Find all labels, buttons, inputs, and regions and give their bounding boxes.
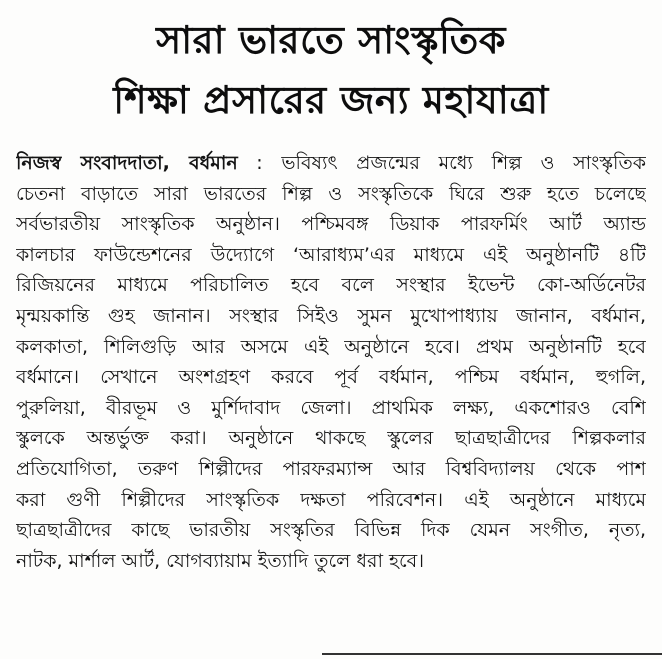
article-line-1 [16, 148, 646, 179]
article-line: মৃন্ময়কান্তি গুহ জানান। সংস্থার সিইও সুমন মুখোপাধ্যায় জানান, বর্ধমান, [16, 304, 646, 327]
article-line: স্কুলকে অন্তর্ভুক্ত করা। অনুষ্ঠানে থাকছে স্কুলের ছাত্রছাত্রীদের শিল্পকলার [16, 427, 646, 450]
article-line: পুরুলিয়া, বীরভূম ও মুর্শিদাবাদ জেলা। প্রাথমিক লক্ষ্য, একশোরও বেশি [16, 396, 646, 419]
byline: নিজস্ব সংবাদদাতা, বর্ধমান [16, 152, 238, 174]
article-line: রিজিয়নের মাধ্যমে পরিচালিত হবে বলে সংস্থার ইভেন্ট কো-অর্ডিনেটর [16, 274, 646, 297]
article-line: ছাত্রছাত্রীদের কাছে ভারতীয় সংস্কৃতির বিভিন্ন দিক যেমন সংগীত, নৃত্য, [16, 519, 646, 542]
article-body [16, 148, 646, 576]
headline-line-2: শিক্ষা প্রসারের জন্য মহাযাত্রা [113, 78, 549, 122]
article-line: চেতনা বাড়াতে সারা ভারতের শিল্প ও সংস্কৃতিকে ঘিরে শুরু হতে চলেছে [16, 182, 646, 205]
byline-separator: : [237, 152, 282, 174]
headline-line-1: সারা ভারতে সাংস্কৃতিক [156, 18, 506, 62]
article-line: সর্বভারতীয় সাংস্কৃতিক অনুষ্ঠান। পশ্চিমবঙ্গ ডিয়াক পারফর্মিং আর্ট অ্যান্ড [16, 213, 646, 236]
article-line: বর্ধমানে। সেখানে অংশগ্রহণ করবে পূর্ব বর্ধমান, পশ্চিম বর্ধমান, হুগলি, [16, 366, 646, 389]
article-line: করা গুণী শিল্পীদের সাংস্কৃতিক দক্ষতা পরিবেশন। এই অনুষ্ঠানে মাধ্যমে [16, 488, 646, 511]
article-line: প্রতিযোগিতা, তরুণ শিল্পীদের পারফরম্যান্স আর বিশ্ববিদ্যালয় থেকে পাশ [16, 457, 646, 480]
article-line: কালচার ফাউন্ডেশনের উদ্যোগে ‘আরাধ্যম’এর মাধ্যমে এই অনুষ্ঠানটি ৪টি [16, 243, 646, 266]
bottom-divider [322, 653, 662, 655]
article-line-1-text: ভবিষ্যৎ প্রজন্মের মধ্যে শিল্প ও সাংস্কৃতিক [281, 152, 646, 174]
article-line-last: নাটক, মার্শাল আর্ট, যোগব্যায়াম ইত্যাদি তুলে ধরা হবে। [16, 549, 425, 572]
article-line: কলকাতা, শিলিগুড়ি আর অসমে এই অনুষ্ঠানে হবে। প্রথম অনুষ্ঠানটি হবে [16, 335, 646, 358]
